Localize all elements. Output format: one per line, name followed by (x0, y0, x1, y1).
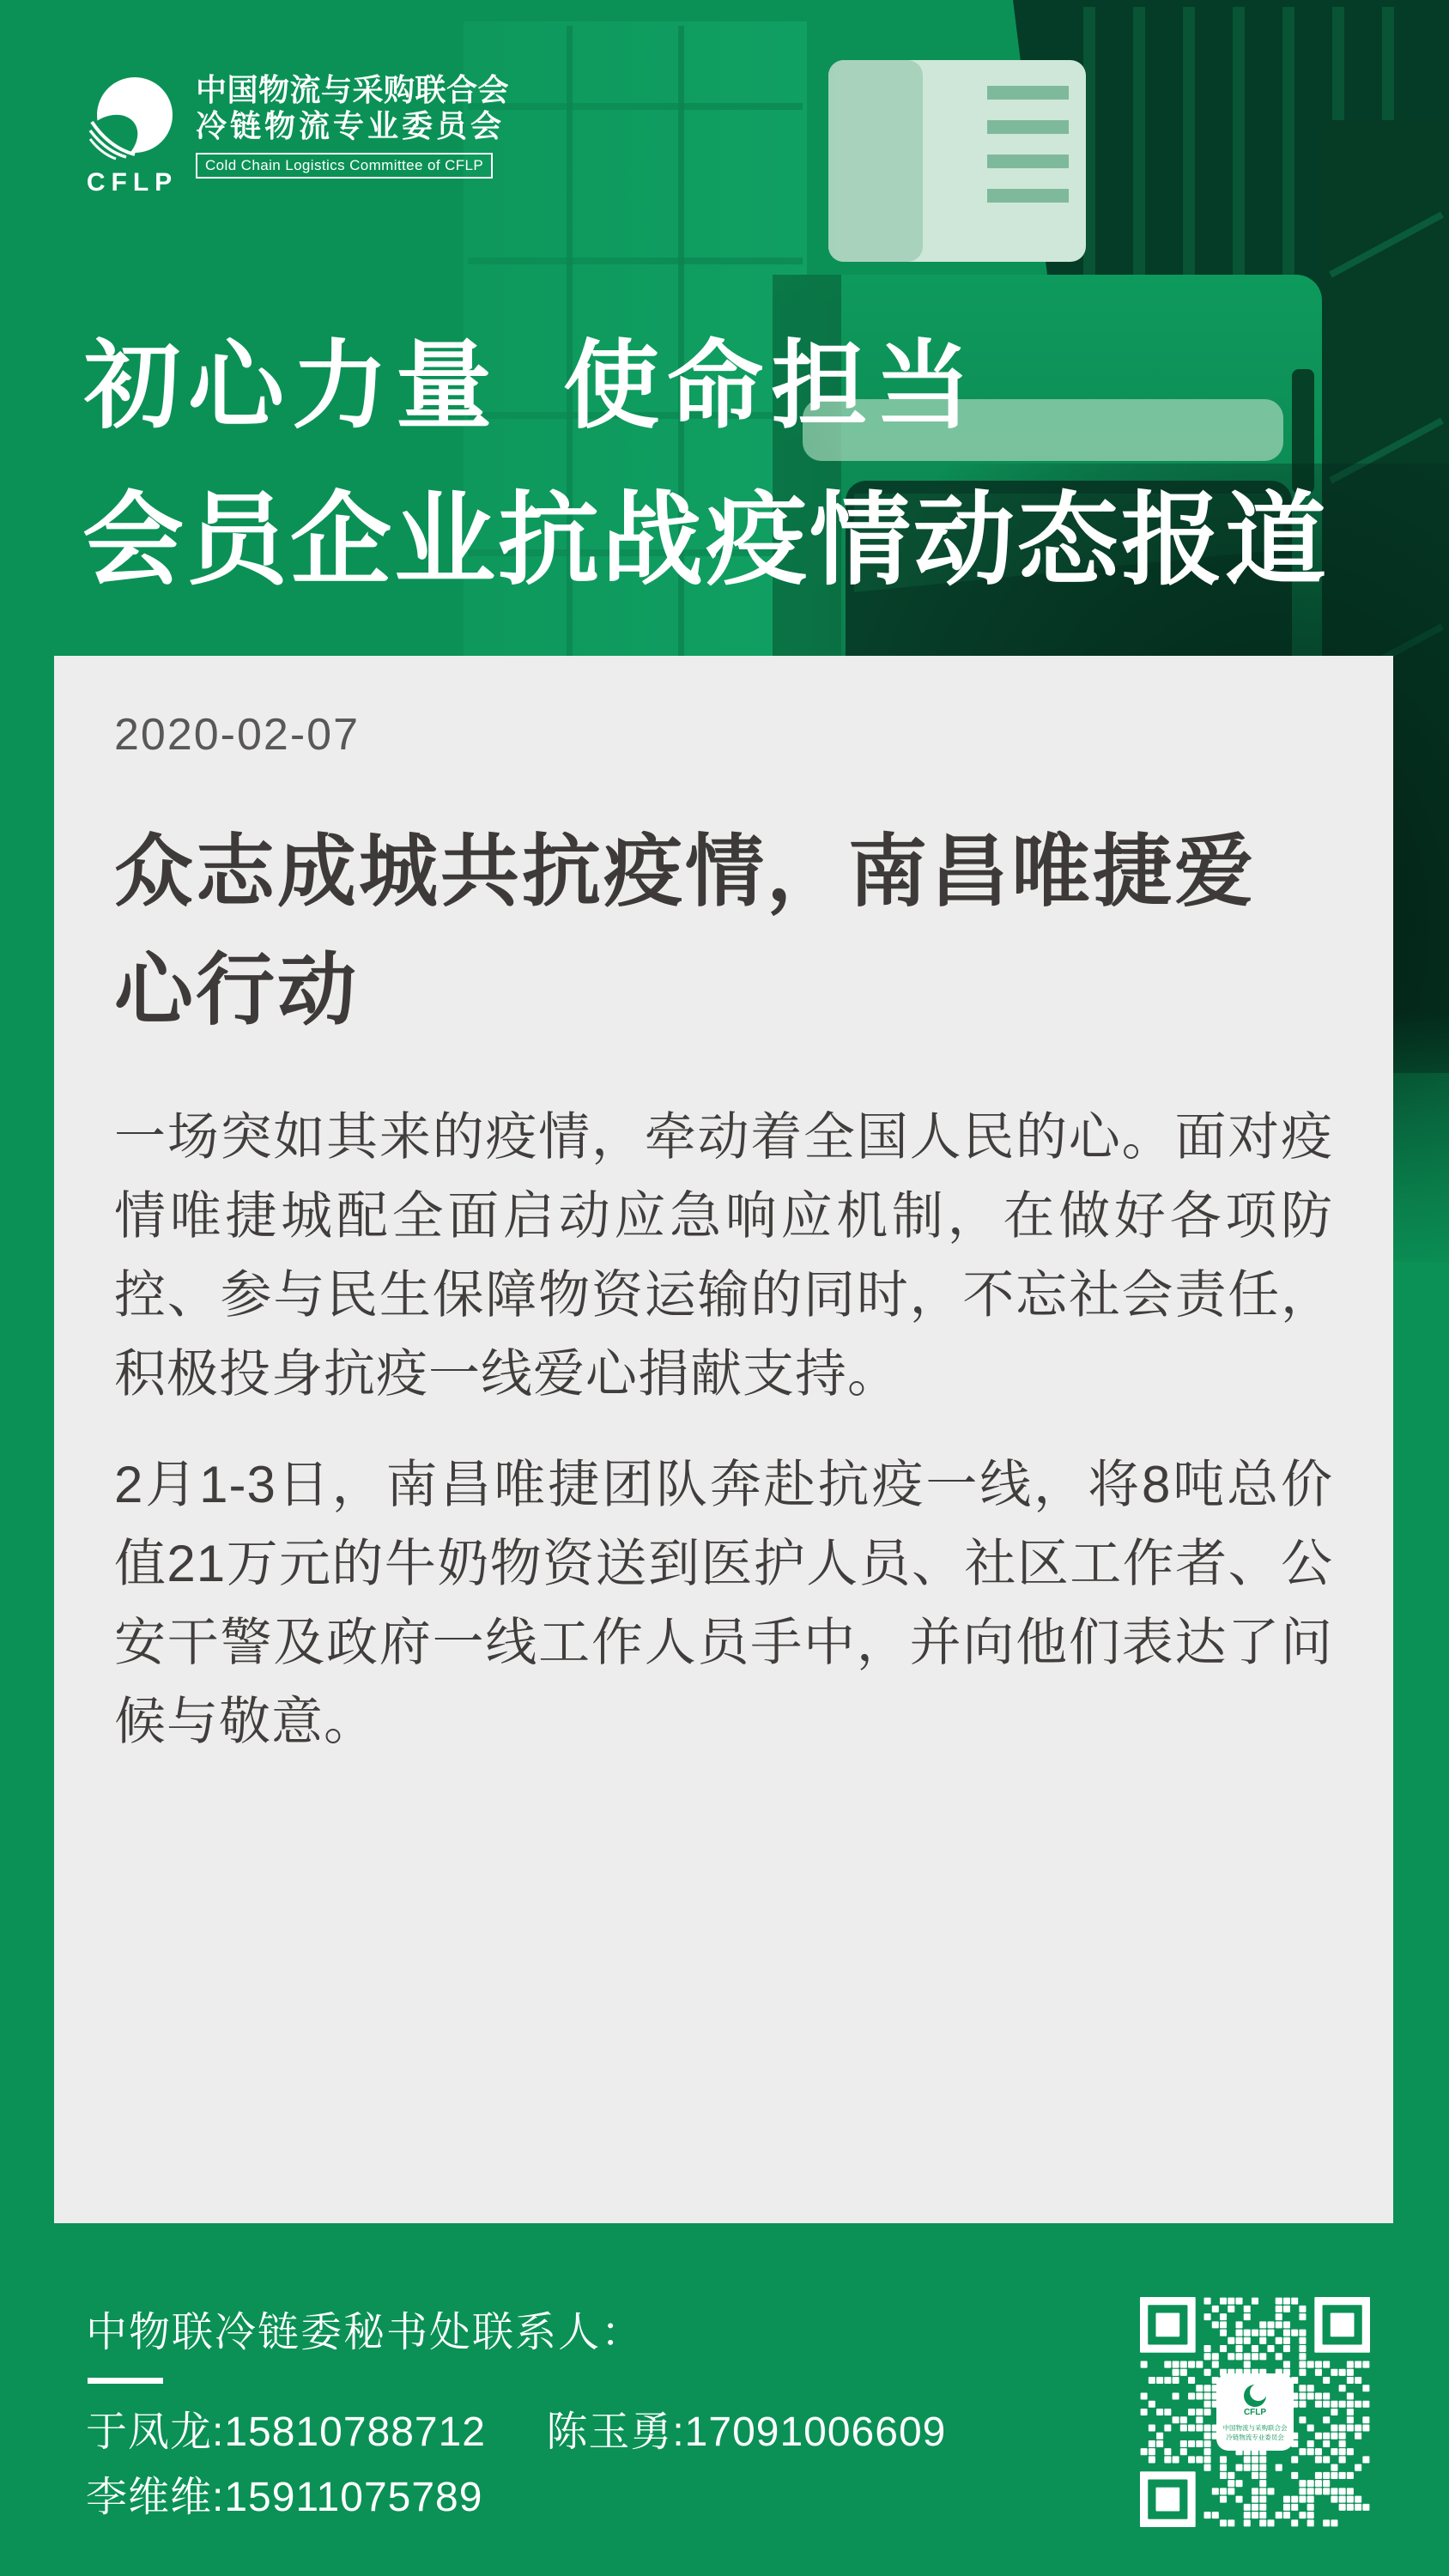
article-paragraph: 2月1-3日，南昌唯捷团队奔赴抗疫一线，将8吨总价值21万元的牛奶物资送到医护人员、社区工作者、公安干警及政府一线工作人员手中，并向他们表达了问候与敬意。 (114, 1456, 1333, 1750)
article-paragraph: 一场突如其来的疫情，牵动着全国人民的心。面对疫情唯捷城配全面启动应急响应机制，在做好各项防控、参与民生保障物资运输的同时，不忘社会责任，积极投身抗疫一线爱心捐献支持。 (114, 1108, 1333, 1403)
org-name-line2: 冷链物流专业委员会 (196, 108, 506, 144)
cflp-logo-text (196, 72, 509, 197)
qr-code (1140, 2297, 1370, 2527)
contact-row (86, 2464, 482, 2523)
contact-entry: 于凤龙:15810788712 (86, 2409, 486, 2455)
qr-center-line1: 中国物流与采购联合会 (1222, 2424, 1288, 2432)
qr-center-logo (1216, 2373, 1294, 2451)
contact-entry: 陈玉勇:17091006609 (546, 2409, 947, 2455)
article-headline: 众志成城共抗疫情，南昌唯捷爱心行动 (114, 828, 1257, 1035)
contact-row (86, 2398, 946, 2458)
article-body (114, 1098, 1333, 1761)
contact-entry: 李维维:15911075789 (86, 2475, 483, 2520)
article-card (54, 656, 1393, 2223)
qr-center-acronym: CFLP (1243, 2408, 1267, 2417)
fridge-unit (828, 60, 1086, 262)
org-name-english: Cold Chain Logistics Committee of CFLP (196, 153, 493, 179)
divider-dash (88, 2378, 163, 2384)
hero-title-line1: 初心力量 使命担当 (84, 332, 979, 439)
cflp-acronym: CFLP (86, 168, 179, 197)
cflp-globe-icon (85, 72, 179, 167)
qr-center-line2: 冷链物流专业委员会 (1226, 2434, 1284, 2441)
cflp-logo (84, 72, 509, 197)
hero-title-line2: 会员企业抗战疫情动态报道 (82, 485, 1330, 597)
contact-label: 中物联冷链委秘书处联系人： (86, 2310, 645, 2355)
org-name-line1: 中国物流与采购联合会 (196, 72, 510, 107)
article-date: 2020-02-07 (114, 710, 360, 760)
cflp-logo-left (84, 72, 180, 197)
